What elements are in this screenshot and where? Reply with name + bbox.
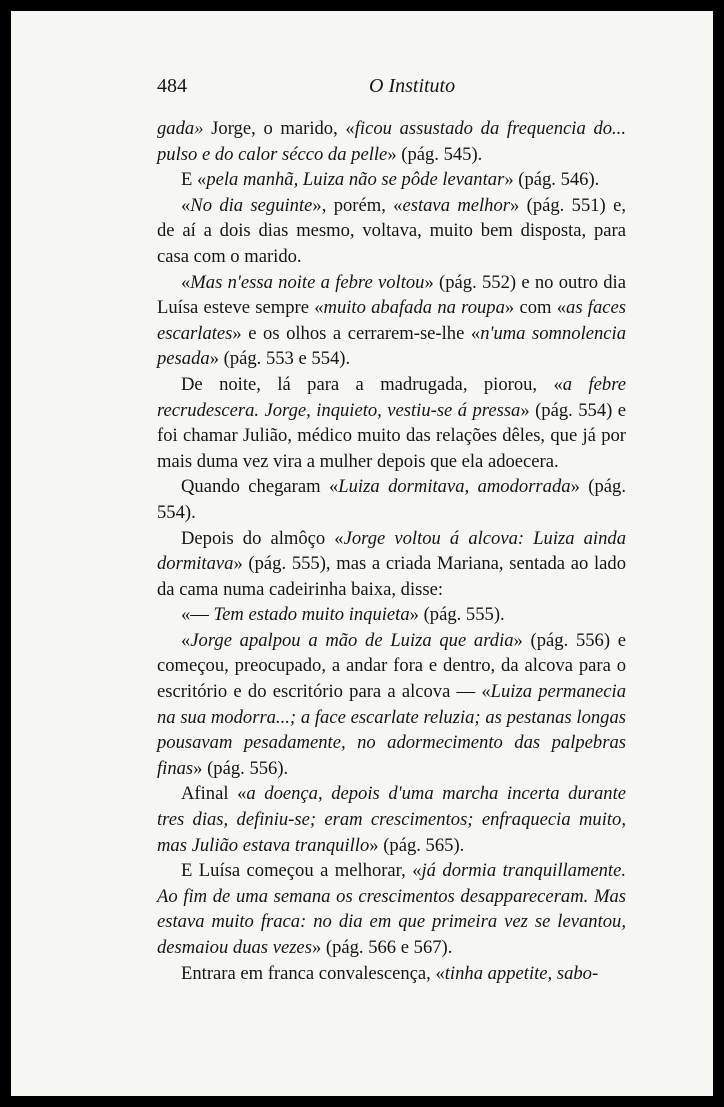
- body-run: » (pág. 556).: [193, 757, 289, 779]
- body-run: E Luísa começou a melhorar, «: [181, 860, 422, 882]
- body-run: Quando chegaram «: [181, 476, 339, 498]
- body-run: «: [181, 194, 191, 216]
- body-run: » (pág. 553 e 554).: [209, 348, 351, 370]
- body-run: E «: [181, 169, 207, 191]
- body-run: Depois do almôço «: [181, 527, 344, 549]
- body-run: » (pág. 545).: [387, 143, 483, 165]
- body-run: » (pág. 555), mas a criada Mariana, sentada ao lado da cama numa cadeirinha baixa, disse:: [157, 553, 626, 600]
- quoted-text: No dia seguinte: [190, 194, 313, 216]
- paragraph: [157, 372, 626, 474]
- book-page: [11, 11, 713, 1096]
- body-run: » (pág. 555).: [409, 604, 505, 626]
- paragraph: [157, 781, 626, 858]
- paragraph: [157, 628, 626, 782]
- paragraph: [157, 474, 626, 525]
- quoted-text: a doença, depois d'uma marcha incerta durante tres dias, definiu-se; eram crescimentos; enfraquecia muito, mas Julião estava tranquillo: [157, 783, 626, 856]
- body-run: » (pág. 556) e começou, preocupado, a andar fora e dentro, da alcova para o escritório e do escritório para a alcova — «: [157, 629, 626, 703]
- body-run: «: [181, 271, 191, 293]
- body-run: » (pág. 551) e, de aí a dois dias mesmo, voltava, muito bem disposta, para casa com o marido.: [157, 194, 626, 267]
- quoted-text: tinha appetite, sabo-: [444, 962, 599, 984]
- body-run: » (pág. 552) e no outro dia Luísa esteve sempre «: [157, 271, 626, 319]
- body-run: Jorge, o marido, «: [211, 118, 355, 139]
- body-run: Entrara em franca convalescença, «: [181, 962, 445, 984]
- paragraph: [157, 270, 626, 372]
- quoted-text: ficou assustado da frequencia do... pulso e do calor sécco da pelle: [157, 118, 626, 165]
- quoted-text: gada»: [157, 118, 212, 139]
- page-number: 484: [157, 75, 187, 97]
- quoted-text: pela manhã, Luiza não se pôde levantar: [206, 169, 505, 191]
- body-text: [157, 116, 626, 986]
- quoted-text: muito abafada na roupa: [323, 297, 505, 319]
- body-run: » e os olhos a cerrarem-se-lhe «: [232, 322, 481, 344]
- body-run: » (pág. 554).: [157, 476, 626, 523]
- paragraph: [157, 116, 626, 167]
- quoted-text: Tem estado muito inquieta: [213, 604, 410, 626]
- body-run: » (pág. 554) e foi chamar Julião, médico muito das relações dêles, que já por mais duma vez vira a mulher depois que ela adoecera.: [157, 399, 626, 472]
- body-run: De noite, lá para a madrugada, piorou, «: [181, 373, 563, 395]
- body-run: «—: [181, 604, 214, 626]
- quoted-text: Luiza permanecia na sua modorra...; a face escarlate reluzia; as pestanas longas pousavam pesadamente, no adormecimento das palpebras finas: [157, 681, 627, 779]
- quoted-text: já dormia tranquillamente. Ao fim de uma semana os crescimentos desappareceram. Mas estava muito fraca: no dia em que primeira vez se levantou, desmaiou duas vezes: [157, 860, 626, 958]
- paragraph: [157, 961, 626, 987]
- quoted-text: Jorge voltou á alcova: Luiza ainda dormitava: [157, 527, 626, 575]
- body-run: Afinal «: [181, 783, 247, 805]
- paragraph: [157, 167, 626, 193]
- paragraph: [157, 526, 626, 603]
- quoted-text: a febre recrudescera. Jorge, inquieto, vestiu-se á pressa: [157, 373, 627, 421]
- body-run: », porém, «: [312, 194, 403, 216]
- quoted-text: as faces escarlates: [157, 297, 627, 344]
- body-run: » com «: [504, 297, 567, 319]
- paragraph: [157, 193, 626, 270]
- quoted-text: n'uma somnolencia pesada: [157, 322, 627, 370]
- quoted-text: Jorge apalpou a mão de Luiza que ardia: [190, 629, 514, 651]
- body-run: » (pág. 566 e 567).: [311, 937, 453, 958]
- quoted-text: Luiza dormitava, amodorrada: [338, 476, 571, 498]
- body-run: » (pág. 565).: [369, 834, 465, 856]
- running-header: [157, 71, 627, 105]
- body-run: » (pág. 546).: [504, 169, 600, 191]
- paragraph: [157, 858, 626, 960]
- paragraph: [157, 602, 626, 628]
- quoted-text: estava melhor: [402, 194, 510, 216]
- running-title: O Instituto: [369, 75, 456, 97]
- body-run: «: [181, 629, 191, 651]
- quoted-text: Mas n'essa noite a febre voltou: [190, 271, 425, 293]
